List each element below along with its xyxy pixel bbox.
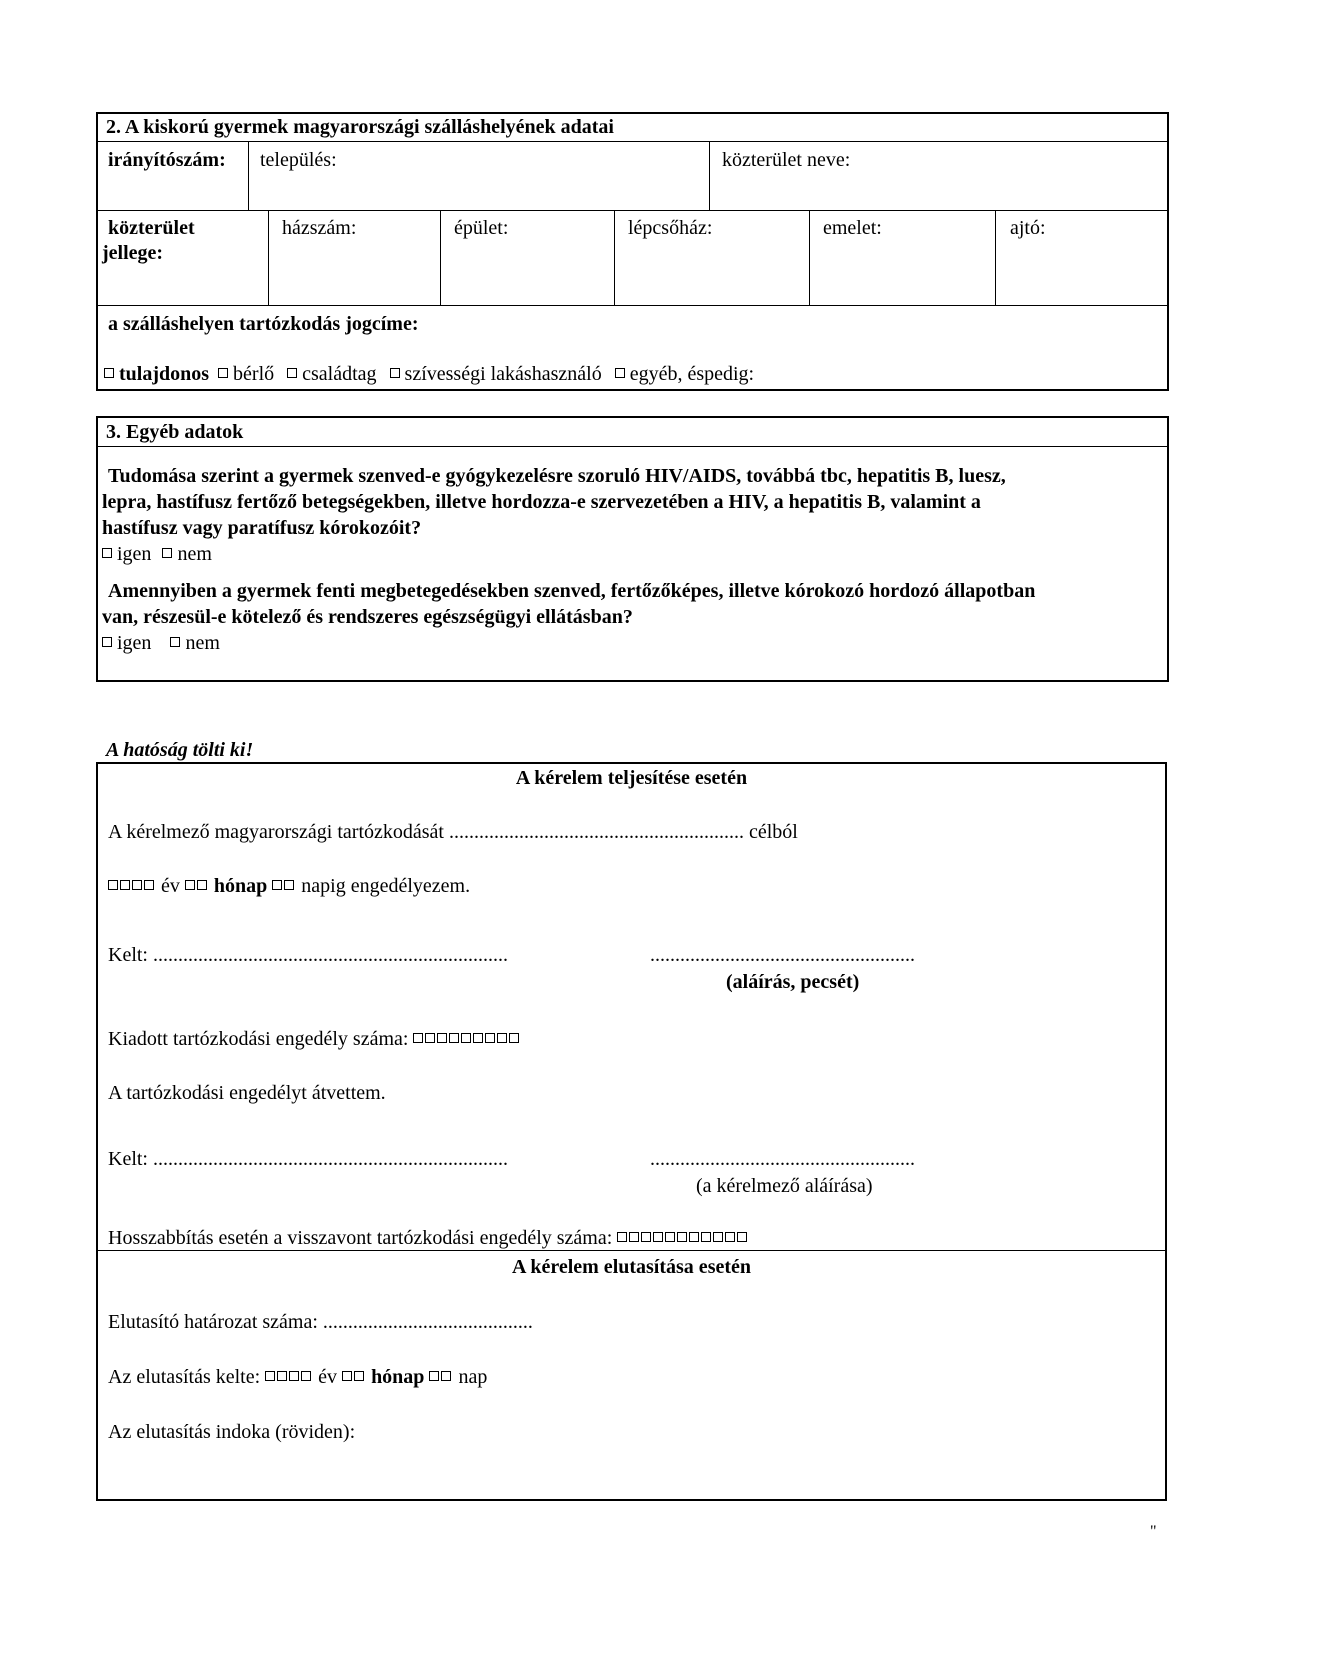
q1-no-checkbox[interactable]: [162, 548, 172, 558]
door-label: ajtó:: [1010, 217, 1046, 239]
question2: [102, 578, 1162, 630]
section2-row2-divider: [96, 305, 1169, 306]
permit-number-line: [108, 1027, 521, 1051]
extension-label: Hosszabbítás esetén a visszavont tartózkodási engedély száma:: [108, 1227, 613, 1249]
rejection-date-label: Az elutasítás kelte:: [108, 1366, 261, 1388]
dated-line-2: Kelt: .......................................................................: [108, 1148, 508, 1170]
section2-vdiv: [248, 141, 249, 210]
question1-line1: Tudomása szerint a gyermek szenved-e gyógykezelésre szoruló HIV/AIDS, továbbá tbc, hepatitis B, luesz,: [108, 465, 1006, 487]
street-type-label: közterület: [108, 217, 195, 239]
zip-label: irányítószám:: [108, 149, 226, 171]
q2-no-checkbox[interactable]: [170, 637, 180, 647]
rejection-day-label: nap: [458, 1366, 488, 1388]
month-label: hónap: [213, 875, 268, 897]
owner-option: tulajdonos: [119, 363, 210, 385]
authority-table: [96, 762, 1167, 1501]
section2-vdiv: [709, 141, 710, 210]
month-boxes[interactable]: [185, 875, 209, 897]
tenant-checkbox[interactable]: [218, 368, 228, 378]
section2-table: [96, 112, 1169, 391]
section2-vdiv: [809, 210, 810, 305]
applicant-signature-label: (a kérelmező aláírása): [696, 1175, 873, 1197]
question2-line1: Amennyiben a gyermek fenti megbetegedésekben szenved, fertőzőképes, illetve kórokozó hordozó állapotban: [108, 580, 1036, 602]
signature-stamp-label: (aláírás, pecsét): [726, 971, 860, 993]
signature-line-2: .....................................................: [650, 1148, 915, 1170]
rejection-number-line: Elutasító határozat száma: ..........................................: [108, 1311, 533, 1333]
rejection-reason-label: Az elutasítás indoka (röviden):: [108, 1421, 356, 1443]
permit-number-boxes[interactable]: [413, 1028, 521, 1050]
street-type-label-2: jellege:: [102, 242, 164, 264]
question1-line3: hastífusz vagy paratífusz kórokozóit?: [102, 517, 422, 539]
other-checkbox[interactable]: [615, 368, 625, 378]
rejection-month-label: hónap: [371, 1366, 425, 1388]
q2-yes-label: igen: [117, 632, 152, 654]
other-option: egyéb, éspedig:: [629, 363, 755, 385]
family-option: családtag: [302, 363, 377, 385]
q2-yes-checkbox[interactable]: [102, 637, 112, 647]
legal-title-options: [104, 362, 754, 386]
section2-vdiv: [614, 210, 615, 305]
approval-rejection-divider: [96, 1250, 1167, 1251]
question1-line2: lepra, hastífusz fertőző betegségekben, illetve hordozza-e szervezetében a HIV, a hepatitis B, valamint a: [102, 491, 981, 513]
permit-number-label: Kiadott tartózkodási engedély száma:: [108, 1028, 409, 1050]
q2-no-label: nem: [185, 632, 220, 654]
rejection-day-boxes[interactable]: [429, 1366, 453, 1388]
q1-no-label: nem: [177, 543, 212, 565]
house-number-label: házszám:: [282, 217, 357, 239]
received-text: A tartózkodási engedélyt átvettem.: [108, 1082, 386, 1104]
section2-header-divider: [96, 141, 1169, 142]
dated-line: Kelt: .......................................................................: [108, 944, 508, 966]
q1-yes-label: igen: [117, 543, 152, 565]
question2-line2: van, részesül-e kötelező és rendszeres egészségügyi ellátásban?: [102, 606, 633, 628]
purpose-text: A kérelmező magyarországi tartózkodását ........................................................... célból: [108, 821, 798, 843]
family-checkbox[interactable]: [287, 368, 297, 378]
owner-checkbox[interactable]: [104, 368, 114, 378]
favor-option: szívességi lakáshasználó: [404, 363, 602, 385]
section3-header-divider: [96, 446, 1169, 447]
street-name-label: közterület neve:: [722, 149, 851, 171]
building-label: épület:: [454, 217, 509, 239]
rejection-month-boxes[interactable]: [342, 1366, 366, 1388]
section2-row1-divider: [96, 210, 1169, 211]
approval-title: A kérelem teljesítése esetén: [515, 767, 748, 789]
duration-line: [108, 874, 470, 898]
extension-line: [108, 1226, 749, 1250]
year-label: év: [161, 875, 180, 897]
rejection-title: A kérelem elutasítása esetén: [511, 1256, 752, 1278]
section2-title: 2. A kiskorú gyermek magyarországi szálláshelyének adatai: [106, 116, 614, 138]
tenant-option: bérlő: [233, 363, 275, 385]
day-boxes[interactable]: [272, 875, 296, 897]
signature-line: .....................................................: [650, 944, 915, 966]
section2-vdiv: [268, 210, 269, 305]
section2-vdiv: [440, 210, 441, 305]
rejection-year-boxes[interactable]: [265, 1366, 313, 1388]
floor-label: emelet:: [823, 217, 882, 239]
year-boxes[interactable]: [108, 875, 156, 897]
q1-yes-checkbox[interactable]: [102, 548, 112, 558]
question2-answers: [102, 631, 220, 655]
footer-quote-mark: ": [1150, 1523, 1157, 1540]
section2-vdiv: [995, 210, 996, 305]
rejection-year-label: év: [318, 1366, 338, 1388]
extension-number-boxes[interactable]: [617, 1227, 749, 1249]
rejection-date-line: [108, 1365, 487, 1389]
question1-answers: [102, 542, 212, 566]
section3-table: [96, 416, 1169, 682]
staircase-label: lépcsőház:: [628, 217, 713, 239]
question1: [102, 463, 1162, 541]
authority-heading: A hatóság tölti ki!: [106, 739, 254, 761]
day-label: napig engedélyezem.: [301, 875, 471, 897]
favor-checkbox[interactable]: [390, 368, 400, 378]
legal-title-label: a szálláshelyen tartózkodás jogcíme:: [108, 313, 419, 335]
settlement-label: település:: [260, 149, 337, 171]
section3-title: 3. Egyéb adatok: [106, 421, 244, 443]
